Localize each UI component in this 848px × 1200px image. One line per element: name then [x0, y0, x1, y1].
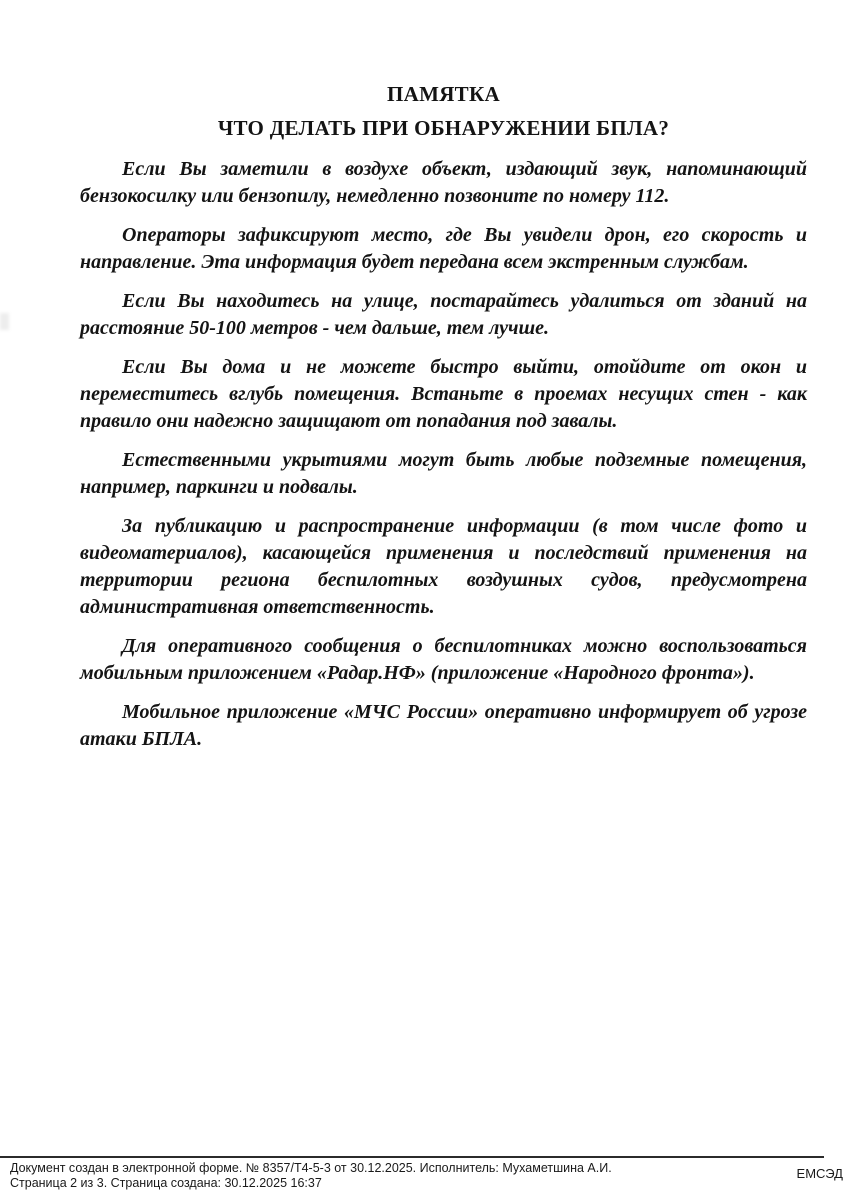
paragraph-mchs-app: Мобильное приложение «МЧС России» оперативно информирует об угрозе атаки БПЛА.: [80, 701, 807, 750]
paragraph-indoors: Если Вы дома и не можете быстро выйти, отойдите от окон и переместитесь вглубь помещения. Встаньте в проемах несущих стен - как правило они надежно защищают от попадания под завалы.: [80, 356, 807, 432]
paragraph-operators: Операторы зафиксируют место, где Вы увидели дрон, его скорость и направление. Эта информация будет передана всем экстренным службам.: [80, 224, 807, 273]
footer-divider: [0, 1156, 824, 1158]
document-body: [80, 156, 807, 753]
document-subtitle: ЧТО ДЕЛАТЬ ПРИ ОБНАРУЖЕНИИ БПЛА?: [217, 116, 670, 140]
paragraph-shelters: Естественными укрытиями могут быть любые подземные помещения, например, паркинги и подвалы.: [80, 449, 807, 498]
paragraph-emergency-call: Если Вы заметили в воздухе объект, издающий звук, напоминающий бензокосилку или бензопилу, немедленно позвоните по номеру 112.: [80, 158, 807, 207]
document-title: ПАМЯТКА: [387, 82, 500, 106]
footer-page-info: Страница 2 из 3. Страница создана: 30.12.2025 16:37: [10, 1175, 322, 1190]
footer-system-label: ЕМСЭД: [796, 1166, 843, 1181]
paragraph-liability: За публикацию и распространение информации (в том числе фото и видеоматериалов), касающейся применения и последствий применения на территории региона беспилотных воздушных судов, предусмотрена административная ответственность.: [80, 515, 807, 618]
paragraph-radar-app: Для оперативного сообщения о беспилотниках можно воспользоваться мобильным приложением «Радар.НФ» (приложение «Народного фронта»).: [80, 635, 807, 684]
paragraph-outdoors: Если Вы находитесь на улице, постарайтесь удалиться от зданий на расстояние 50-100 метров - чем дальше, тем лучше.: [80, 290, 807, 339]
footer-info: [10, 1161, 612, 1190]
scan-artifact: [0, 313, 9, 330]
footer-document-info: Документ создан в электронной форме. № 8357/Т4-5-3 от 30.12.2025. Исполнитель: Мухаметшина А.И.: [10, 1161, 612, 1175]
document-content: [80, 82, 807, 765]
